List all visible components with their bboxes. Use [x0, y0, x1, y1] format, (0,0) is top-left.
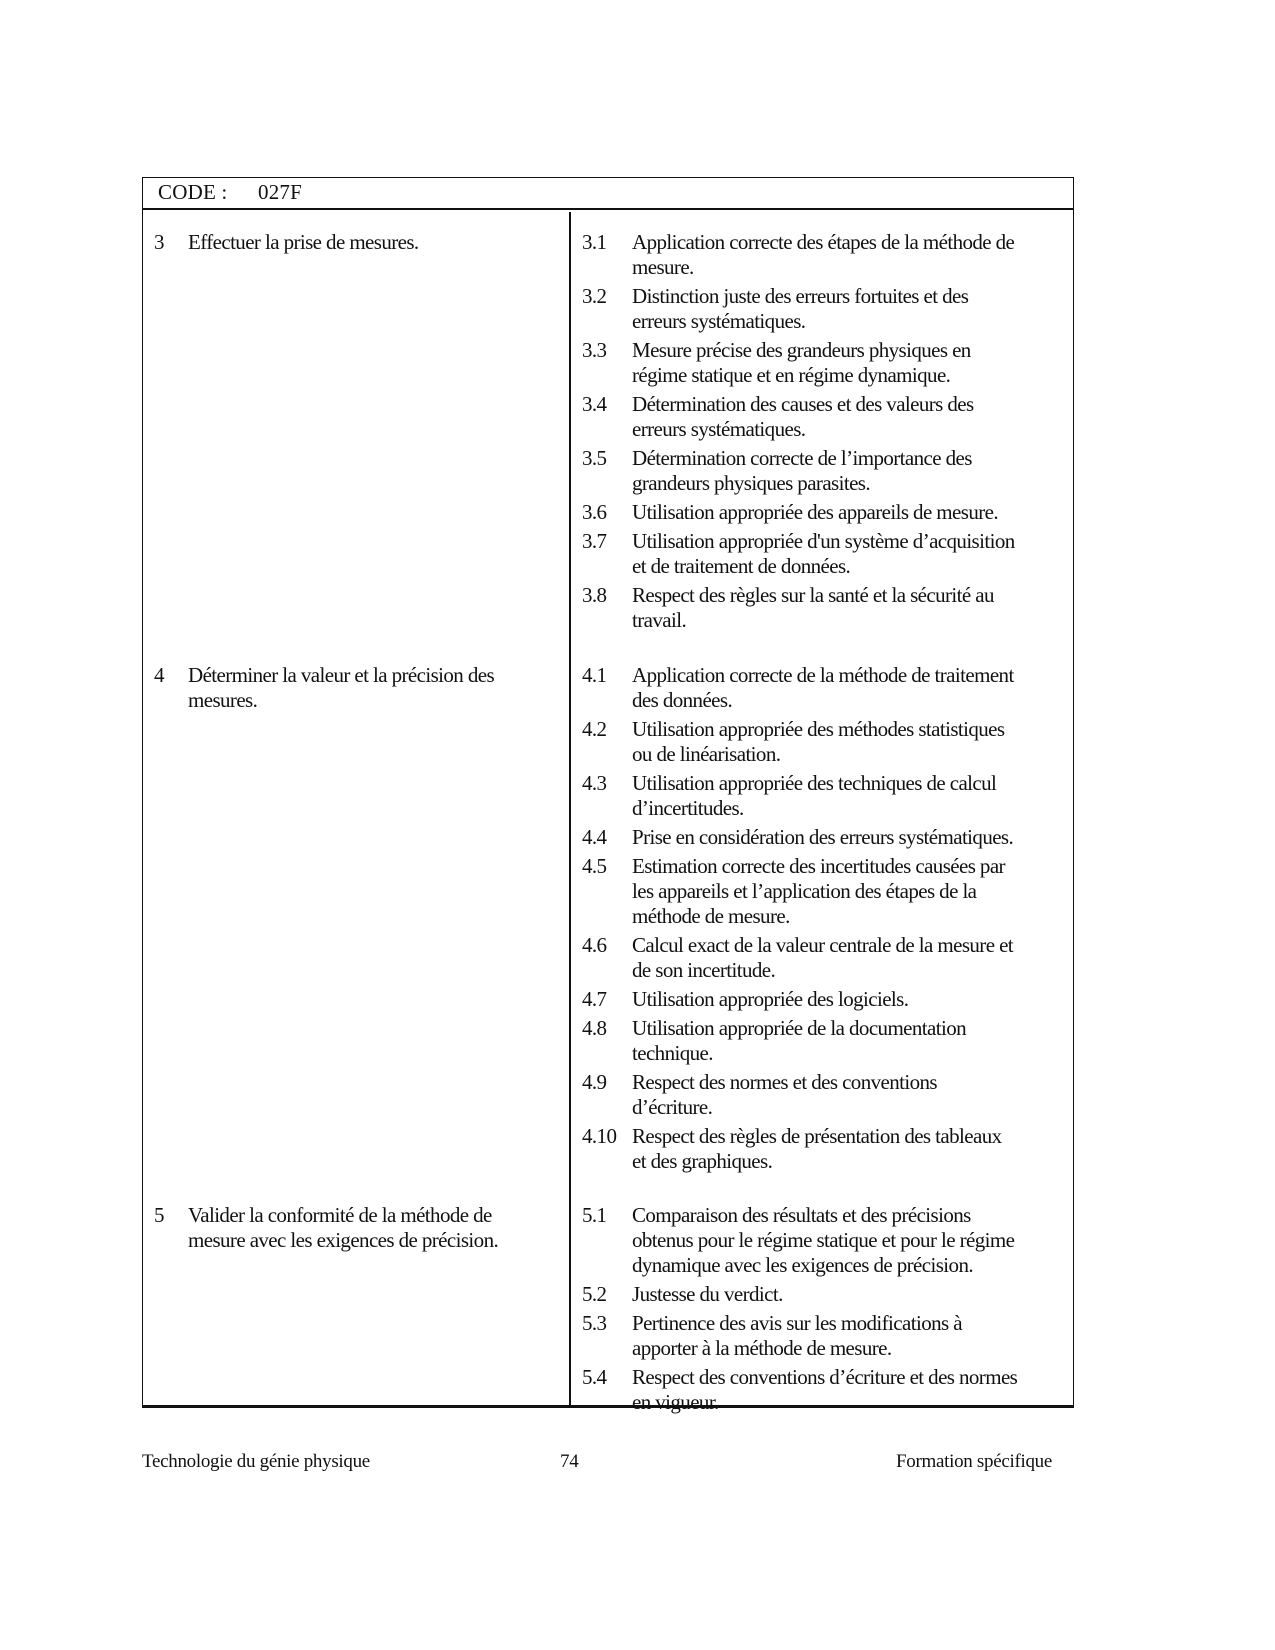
- criterion-line: Utilisation appropriée des logiciels.: [632, 987, 909, 1011]
- criterion-item: [582, 392, 1062, 442]
- criterion-line: Distinction juste des erreurs fortuites et des: [632, 284, 969, 308]
- criterion-line: Application correcte de la méthode de traitement: [632, 663, 1014, 687]
- criterion-text: [632, 529, 1062, 579]
- criterion-line: travail.: [632, 608, 687, 632]
- criterion-line: d’écriture.: [632, 1095, 713, 1119]
- criterion-line: Application correcte des étapes de la méthode de: [632, 230, 1015, 254]
- element-line: mesures.: [188, 688, 258, 712]
- criterion-line: et de traitement de données.: [632, 554, 851, 578]
- criterion-line: Utilisation appropriée d'un système d’acquisition: [632, 529, 1015, 553]
- criterion-item: [582, 338, 1062, 388]
- criterion-text: [632, 230, 1062, 280]
- criterion-number: 4.10: [582, 1124, 617, 1148]
- criterion-number: 4.6: [582, 933, 607, 957]
- criterion-text: [632, 1070, 1062, 1120]
- criterion-line: de son incertitude.: [632, 958, 776, 982]
- element-line: Effectuer la prise de mesures.: [188, 230, 419, 254]
- code-row: [142, 177, 1074, 210]
- criterion-line: erreurs systématiques.: [632, 417, 806, 441]
- criterion-number: 3.1: [582, 230, 607, 254]
- criterion-line: Utilisation appropriée de la documentation: [632, 1016, 967, 1040]
- criterion-text: [632, 933, 1062, 983]
- criterion-text: [632, 1365, 1062, 1415]
- criterion-item: [582, 1203, 1062, 1278]
- criterion-number: 5.4: [582, 1365, 607, 1389]
- criterion-number: 4.4: [582, 825, 607, 849]
- criterion-line: Respect des conventions d’écriture et des normes: [632, 1365, 1018, 1389]
- criterion-line: Mesure précise des grandeurs physiques en: [632, 338, 971, 362]
- criterion-line: Justesse du verdict.: [632, 1282, 783, 1306]
- criterion-item: [582, 1070, 1062, 1120]
- element-line: mesure avec les exigences de précision.: [188, 1228, 499, 1252]
- criterion-item: [582, 987, 1062, 1012]
- criterion-text: [632, 284, 1062, 334]
- criterion-line: Respect des règles de présentation des tableaux: [632, 1124, 1002, 1148]
- criterion-item: [582, 529, 1062, 579]
- criterion-line: apporter à la méthode de mesure.: [632, 1336, 892, 1360]
- criterion-number: 4.3: [582, 771, 607, 795]
- criterion-text: [632, 1203, 1062, 1278]
- criterion-text: [632, 583, 1062, 633]
- criterion-line: mesure.: [632, 255, 694, 279]
- criterion-line: grandeurs physiques parasites.: [632, 471, 871, 495]
- criteria-list: [582, 663, 1062, 1178]
- criterion-item: [582, 1124, 1062, 1174]
- footer-section: Formation spécifique: [896, 1451, 1052, 1472]
- criterion-line: méthode de mesure.: [632, 904, 790, 928]
- criterion-number: 3.7: [582, 529, 607, 553]
- code-value: 027F: [258, 180, 302, 204]
- criterion-number: 3.6: [582, 500, 607, 524]
- criterion-line: Respect des normes et des conventions: [632, 1070, 937, 1094]
- criterion-item: [582, 933, 1062, 983]
- criterion-text: [632, 987, 1062, 1012]
- criterion-line: Calcul exact de la valeur centrale de la mesure et: [632, 933, 1014, 957]
- element-line: Déterminer la valeur et la précision des: [188, 663, 495, 687]
- criterion-number: 4.9: [582, 1070, 607, 1094]
- element-number: 4: [154, 663, 164, 687]
- criterion-item: [582, 663, 1062, 713]
- column-divider: [569, 212, 571, 1406]
- criterion-number: 3.2: [582, 284, 607, 308]
- footer-page-number: 74: [560, 1451, 579, 1472]
- criterion-number: 3.3: [582, 338, 607, 362]
- criterion-text: [632, 825, 1062, 850]
- criterion-item: [582, 1282, 1062, 1307]
- criterion-text: [632, 854, 1062, 929]
- element-text: [188, 230, 419, 255]
- criterion-line: Pertinence des avis sur les modifications à: [632, 1311, 962, 1335]
- element-number: 5: [154, 1203, 164, 1227]
- criterion-item: [582, 771, 1062, 821]
- criterion-item: [582, 1365, 1062, 1415]
- criterion-text: [632, 771, 1062, 821]
- criterion-line: d’incertitudes.: [632, 796, 744, 820]
- criterion-number: 3.8: [582, 583, 607, 607]
- criterion-item: [582, 500, 1062, 525]
- criterion-line: Détermination correcte de l’importance des: [632, 446, 972, 470]
- criterion-item: [582, 825, 1062, 850]
- criterion-line: Respect des règles sur la santé et la sécurité au: [632, 583, 994, 607]
- criterion-line: Utilisation appropriée des appareils de mesure.: [632, 500, 999, 524]
- criterion-text: [632, 392, 1062, 442]
- criteria-list: [582, 1203, 1062, 1419]
- element-text: [188, 663, 494, 713]
- criterion-text: [632, 500, 1062, 525]
- footer-program: Technologie du génie physique: [142, 1451, 370, 1472]
- element-text: [188, 1203, 498, 1253]
- criterion-item: [582, 284, 1062, 334]
- criterion-line: erreurs systématiques.: [632, 309, 806, 333]
- criterion-line: Prise en considération des erreurs systématiques.: [632, 825, 1014, 849]
- criterion-text: [632, 1016, 1062, 1066]
- criterion-line: régime statique et en régime dynamique.: [632, 363, 951, 387]
- criterion-line: technique.: [632, 1041, 713, 1065]
- criteria-list: [582, 230, 1062, 637]
- criterion-line: dynamique avec les exigences de précision.: [632, 1253, 973, 1277]
- criterion-number: 3.4: [582, 392, 607, 416]
- criterion-line: en vigueur.: [632, 1390, 719, 1414]
- criterion-number: 4.1: [582, 663, 607, 687]
- criterion-text: [632, 1311, 1062, 1361]
- criterion-item: [582, 446, 1062, 496]
- criterion-line: Comparaison des résultats et des précisions: [632, 1203, 971, 1227]
- criterion-line: des données.: [632, 688, 733, 712]
- criterion-number: 4.8: [582, 1016, 607, 1040]
- criterion-line: Utilisation appropriée des méthodes statistiques: [632, 717, 1005, 741]
- criterion-item: [582, 230, 1062, 280]
- criterion-line: Détermination des causes et des valeurs des: [632, 392, 974, 416]
- criterion-line: Utilisation appropriée des techniques de calcul: [632, 771, 997, 795]
- criterion-item: [582, 1016, 1062, 1066]
- criterion-line: obtenus pour le régime statique et pour le régime: [632, 1228, 1015, 1252]
- criterion-line: et des graphiques.: [632, 1149, 773, 1173]
- criterion-item: [582, 854, 1062, 929]
- criterion-number: 5.1: [582, 1203, 607, 1227]
- criterion-number: 4.5: [582, 854, 607, 878]
- criterion-text: [632, 338, 1062, 388]
- criterion-text: [632, 446, 1062, 496]
- code-label: CODE :: [158, 180, 228, 204]
- criterion-text: [632, 717, 1062, 767]
- criterion-number: 3.5: [582, 446, 607, 470]
- criterion-text: [632, 663, 1062, 713]
- criterion-number: 5.2: [582, 1282, 607, 1306]
- criterion-line: Estimation correcte des incertitudes causées par: [632, 854, 1005, 878]
- criterion-number: 4.7: [582, 987, 607, 1011]
- element-number: 3: [154, 230, 164, 254]
- criterion-item: [582, 717, 1062, 767]
- criterion-number: 4.2: [582, 717, 607, 741]
- criterion-number: 5.3: [582, 1311, 607, 1335]
- criterion-text: [632, 1124, 1062, 1174]
- element-line: Valider la conformité de la méthode de: [188, 1203, 492, 1227]
- criterion-item: [582, 583, 1062, 633]
- criterion-line: les appareils et l’application des étapes de la: [632, 879, 977, 903]
- criterion-text: [632, 1282, 1062, 1307]
- criterion-line: ou de linéarisation.: [632, 742, 781, 766]
- criterion-item: [582, 1311, 1062, 1361]
